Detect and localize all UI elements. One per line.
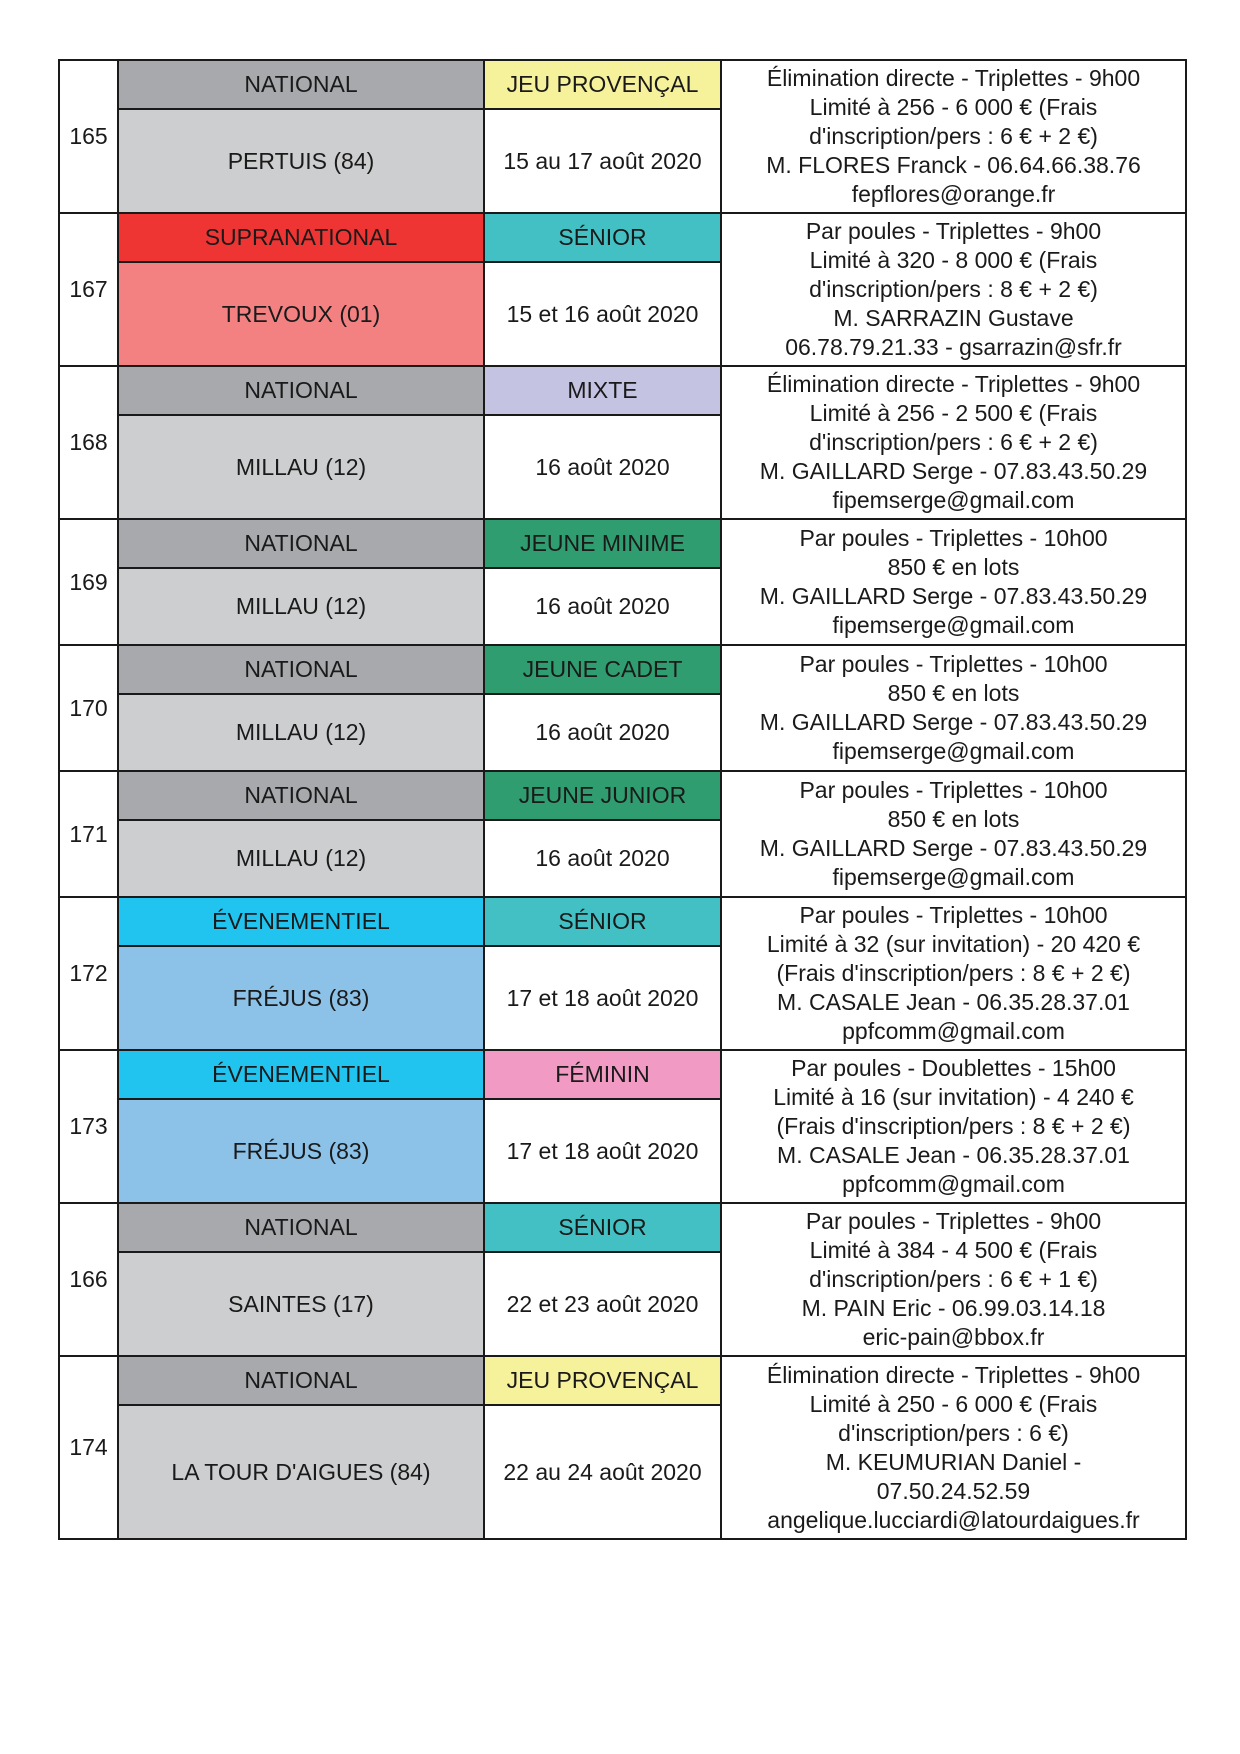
competition-number: 170 [59, 645, 118, 771]
date-label: 16 août 2020 [484, 568, 721, 645]
table-row [59, 366, 1186, 415]
competition-number: 169 [59, 519, 118, 645]
info-line: fipemserge@gmail.com [832, 738, 1075, 764]
info-line: Limité à 250 - 6 000 € (Frais [809, 1390, 1098, 1417]
city-label: FRÉJUS (83) [118, 1099, 484, 1203]
info-line: Limité à 320 - 8 000 € (Frais [809, 247, 1098, 273]
category-label: NATIONAL [118, 771, 484, 820]
date-label: 15 et 16 août 2020 [484, 262, 721, 366]
date-label: 22 au 24 août 2020 [484, 1405, 721, 1539]
info-line: fipemserge@gmail.com [832, 487, 1075, 513]
competition-info [721, 1050, 1186, 1203]
table-row [59, 771, 1186, 820]
competition-info [721, 897, 1186, 1050]
info-line: Par poules - Triplettes - 9h00 [805, 1208, 1102, 1234]
competition-number: 167 [59, 213, 118, 366]
category-label: NATIONAL [118, 519, 484, 568]
info-line: Par poules - Triplettes - 10h00 [799, 525, 1108, 551]
type-label: JEUNE CADET [484, 645, 721, 694]
competition-info [721, 771, 1186, 897]
info-line: Limité à 256 - 6 000 € (Frais [809, 94, 1098, 120]
city-label: FRÉJUS (83) [118, 946, 484, 1050]
info-line: 850 € en lots [887, 806, 1020, 832]
info-line: M. GAILLARD Serge - 07.83.43.50.29 [759, 583, 1148, 609]
city-label: MILLAU (12) [118, 820, 484, 897]
info-line: Limité à 256 - 2 500 € (Frais [809, 400, 1098, 426]
info-line: d'inscription/pers : 6 € + 2 €) [809, 429, 1098, 455]
type-label: SÉNIOR [484, 213, 721, 262]
table-row [59, 519, 1186, 568]
info-line: Par poules - Triplettes - 10h00 [799, 651, 1108, 677]
category-label: NATIONAL [118, 1356, 484, 1405]
competition-number: 174 [59, 1356, 118, 1539]
info-line: d'inscription/pers : 6 € + 1 €) [809, 1266, 1098, 1292]
info-line: ppfcomm@gmail.com [842, 1018, 1065, 1044]
competition-info [721, 213, 1186, 366]
city-label: MILLAU (12) [118, 694, 484, 771]
date-label: 17 et 18 août 2020 [484, 946, 721, 1050]
info-line: Par poules - Triplettes - 9h00 [805, 218, 1102, 244]
info-line: Par poules - Doublettes - 15h00 [791, 1055, 1116, 1081]
info-line: M. GAILLARD Serge - 07.83.43.50.29 [759, 458, 1148, 484]
competition-info [721, 60, 1186, 213]
date-label: 16 août 2020 [484, 694, 721, 771]
date-label: 17 et 18 août 2020 [484, 1099, 721, 1203]
info-line: 850 € en lots [887, 680, 1020, 706]
category-label: SUPRANATIONAL [118, 213, 484, 262]
info-line: Limité à 384 - 4 500 € (Frais [809, 1237, 1098, 1263]
category-label: ÉVENEMENTIEL [118, 1050, 484, 1099]
info-line: 07.50.24.52.59 [876, 1477, 1031, 1504]
info-line: Élimination directe - Triplettes - 9h00 [766, 371, 1141, 397]
info-line: d'inscription/pers : 6 €) [838, 1419, 1069, 1446]
info-line: 850 € en lots [887, 554, 1020, 580]
table-row [59, 1050, 1186, 1099]
type-label: JEU PROVENÇAL [484, 1356, 721, 1405]
date-label: 16 août 2020 [484, 415, 721, 519]
info-line: Limité à 32 (sur invitation) - 20 420 € [766, 931, 1141, 957]
info-line: d'inscription/pers : 6 € + 2 €) [809, 123, 1098, 149]
category-label: ÉVENEMENTIEL [118, 897, 484, 946]
info-line: M. FLORES Franck - 06.64.66.38.76 [766, 152, 1141, 178]
info-line: M. CASALE Jean - 06.35.28.37.01 [777, 1142, 1130, 1168]
info-line: fepflores@orange.fr [851, 181, 1056, 207]
info-line: 06.78.79.21.33 - gsarrazin@sfr.fr [785, 334, 1122, 360]
category-label: NATIONAL [118, 1203, 484, 1252]
info-line: Limité à 16 (sur invitation) - 4 240 € [773, 1084, 1134, 1110]
type-label: SÉNIOR [484, 897, 721, 946]
info-line: M. SARRAZIN Gustave [833, 305, 1074, 331]
competition-number: 165 [59, 60, 118, 213]
table-row [59, 645, 1186, 694]
type-label: JEUNE MINIME [484, 519, 721, 568]
table-row [59, 1203, 1186, 1252]
date-label: 15 au 17 août 2020 [484, 109, 721, 213]
type-label: FÉMININ [484, 1050, 721, 1099]
table-row [59, 213, 1186, 262]
info-line: angelique.lucciardi@latourdaigues.fr [767, 1506, 1140, 1533]
competition-number: 171 [59, 771, 118, 897]
type-label: SÉNIOR [484, 1203, 721, 1252]
date-label: 16 août 2020 [484, 820, 721, 897]
competition-info [721, 645, 1186, 771]
info-line: Par poules - Triplettes - 10h00 [799, 777, 1108, 803]
info-line: M. CASALE Jean - 06.35.28.37.01 [777, 989, 1130, 1015]
city-label: PERTUIS (84) [118, 109, 484, 213]
type-label: JEU PROVENÇAL [484, 60, 721, 109]
competition-info [721, 1203, 1186, 1356]
competition-number: 166 [59, 1203, 118, 1356]
info-line: M. PAIN Eric - 06.99.03.14.18 [801, 1295, 1106, 1321]
table-row [59, 60, 1186, 109]
type-label: MIXTE [484, 366, 721, 415]
competition-number: 173 [59, 1050, 118, 1203]
competition-info [721, 366, 1186, 519]
table-row [59, 1356, 1186, 1405]
competition-info [721, 1356, 1186, 1539]
competition-table-body [59, 60, 1186, 1539]
competition-number: 172 [59, 897, 118, 1050]
info-line: M. GAILLARD Serge - 07.83.43.50.29 [759, 709, 1148, 735]
info-line: (Frais d'inscription/pers : 8 € + 2 €) [776, 960, 1131, 986]
type-label: JEUNE JUNIOR [484, 771, 721, 820]
info-line: Par poules - Triplettes - 10h00 [799, 902, 1108, 928]
category-label: NATIONAL [118, 366, 484, 415]
city-label: MILLAU (12) [118, 568, 484, 645]
competition-table [58, 59, 1187, 1540]
info-line: fipemserge@gmail.com [832, 612, 1075, 638]
city-label: MILLAU (12) [118, 415, 484, 519]
category-label: NATIONAL [118, 60, 484, 109]
info-line: ppfcomm@gmail.com [842, 1171, 1065, 1197]
info-line: d'inscription/pers : 8 € + 2 €) [809, 276, 1098, 302]
info-line: fipemserge@gmail.com [832, 864, 1075, 890]
info-line: Élimination directe - Triplettes - 9h00 [766, 1361, 1141, 1388]
table-row [59, 897, 1186, 946]
competition-number: 168 [59, 366, 118, 519]
city-label: LA TOUR D'AIGUES (84) [118, 1405, 484, 1539]
category-label: NATIONAL [118, 645, 484, 694]
info-line: eric-pain@bbox.fr [862, 1324, 1045, 1350]
city-label: TREVOUX (01) [118, 262, 484, 366]
info-line: (Frais d'inscription/pers : 8 € + 2 €) [776, 1113, 1131, 1139]
competition-info [721, 519, 1186, 645]
date-label: 22 et 23 août 2020 [484, 1252, 721, 1356]
info-line: Élimination directe - Triplettes - 9h00 [766, 65, 1141, 91]
info-line: M. GAILLARD Serge - 07.83.43.50.29 [759, 835, 1148, 861]
info-line: M. KEUMURIAN Daniel - [825, 1448, 1082, 1475]
city-label: SAINTES (17) [118, 1252, 484, 1356]
